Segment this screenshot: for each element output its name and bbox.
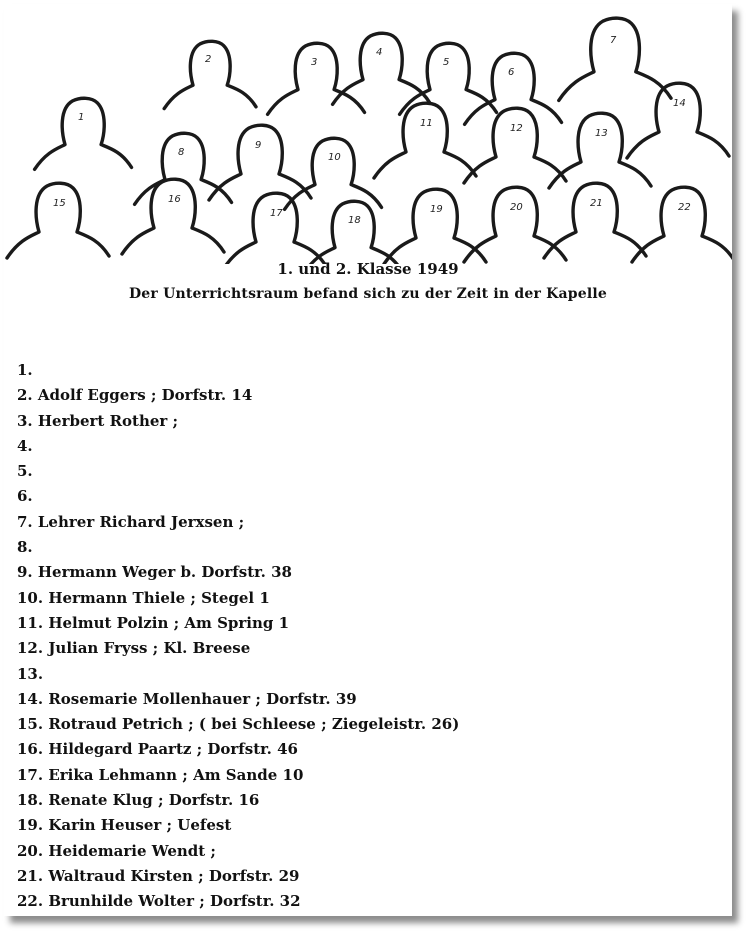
caption-title: 1. und 2. Klasse 1949	[277, 260, 459, 278]
figure-number: 18	[348, 214, 361, 226]
roster-item: 13.	[17, 664, 44, 683]
figure-number: 15	[53, 198, 66, 209]
figure-outline	[627, 83, 729, 158]
figure-outline	[544, 183, 646, 258]
figure-outline	[209, 125, 311, 200]
figure-number: 19	[430, 204, 443, 215]
roster-item: 3. Herbert Rother ;	[17, 411, 179, 430]
document-page	[4, 4, 732, 916]
roster-item: 18. Renate Klug ; Dorfstr. 16	[17, 791, 260, 810]
figure-outline	[224, 193, 326, 264]
roster-list	[17, 358, 459, 915]
figure-number: 9	[255, 140, 262, 151]
class-photo-outline-sketch	[4, 4, 732, 264]
figure-number: 8	[178, 146, 185, 158]
roster-item: 9. Hermann Weger b. Dorfstr. 38	[17, 563, 292, 582]
figure-number: 7	[610, 35, 617, 47]
roster-item: 4.	[17, 436, 33, 455]
roster-item: 7. Lehrer Richard Jerxsen ;	[17, 512, 245, 531]
figure-outline	[632, 187, 732, 262]
roster-item: 22. Brunhilde Wolter ; Dorfstr. 32	[17, 892, 301, 911]
roster-item: 5.	[17, 462, 33, 481]
figure-outline	[400, 43, 497, 114]
figure-outline	[164, 41, 256, 108]
roster-item: 8.	[17, 538, 33, 557]
figure-outline	[464, 108, 566, 183]
figure-number: 21	[590, 198, 603, 209]
roster-item: 20. Heidemarie Wendt ;	[17, 841, 216, 860]
roster-item: 1.	[17, 361, 33, 379]
figure-outline	[35, 98, 132, 169]
figure-number: 5	[443, 56, 450, 68]
figure-number: 11	[420, 118, 433, 129]
figure-outline	[135, 133, 232, 204]
figure-number: 14	[673, 98, 686, 109]
figure-number: 6	[508, 66, 515, 78]
figure-number: 17	[270, 208, 283, 219]
roster-item: 10. Hermann Thiele ; Stegel 1	[17, 588, 270, 607]
roster-item: 19. Karin Heuser ; Uefest	[17, 816, 232, 835]
roster-item: 21. Waltraud Kirsten ; Dorfstr. 29	[17, 866, 300, 885]
figure-number: 4	[376, 46, 383, 58]
figure-outline	[122, 179, 224, 254]
figure-number: 22	[678, 202, 691, 213]
figure-outline	[465, 53, 562, 124]
roster-item: 15. Rotraud Petrich ; ( bei Schleese ; Ziegeleistr. 26)	[17, 715, 460, 734]
figure-outline	[374, 103, 476, 178]
figure-outline	[7, 183, 109, 258]
figure-number: 2	[205, 53, 212, 65]
roster-item: 17. Erika Lehmann ; Am Sande 10	[17, 765, 304, 784]
roster-item: 12. Julian Fryss ; Kl. Breese	[17, 639, 251, 658]
figure-number: 12	[510, 123, 523, 134]
figure-outline	[305, 201, 402, 264]
figure-number: 10	[328, 151, 341, 163]
roster-item: 16. Hildegard Paartz ; Dorfstr. 46	[17, 740, 298, 759]
figure-outline	[268, 43, 365, 114]
roster-item: 14. Rosemarie Mollenhauer ; Dorfstr. 39	[17, 689, 357, 708]
caption-subtitle: Der Unterrichtsraum befand sich zu der Zeit in der Kapelle	[128, 286, 608, 302]
figure-outline	[559, 18, 671, 100]
figure-number: 1	[78, 111, 85, 123]
roster-item: 11. Helmut Polzin ; Am Spring 1	[17, 613, 290, 632]
figure-number: 20	[510, 202, 523, 213]
figure-outline	[285, 138, 382, 209]
figure-number: 13	[595, 128, 608, 139]
figure-number: 16	[168, 194, 181, 205]
roster-item: 2. Adolf Eggers ; Dorfstr. 14	[17, 386, 253, 405]
figure-number: 3	[311, 56, 318, 68]
roster-item: 6.	[17, 487, 33, 506]
